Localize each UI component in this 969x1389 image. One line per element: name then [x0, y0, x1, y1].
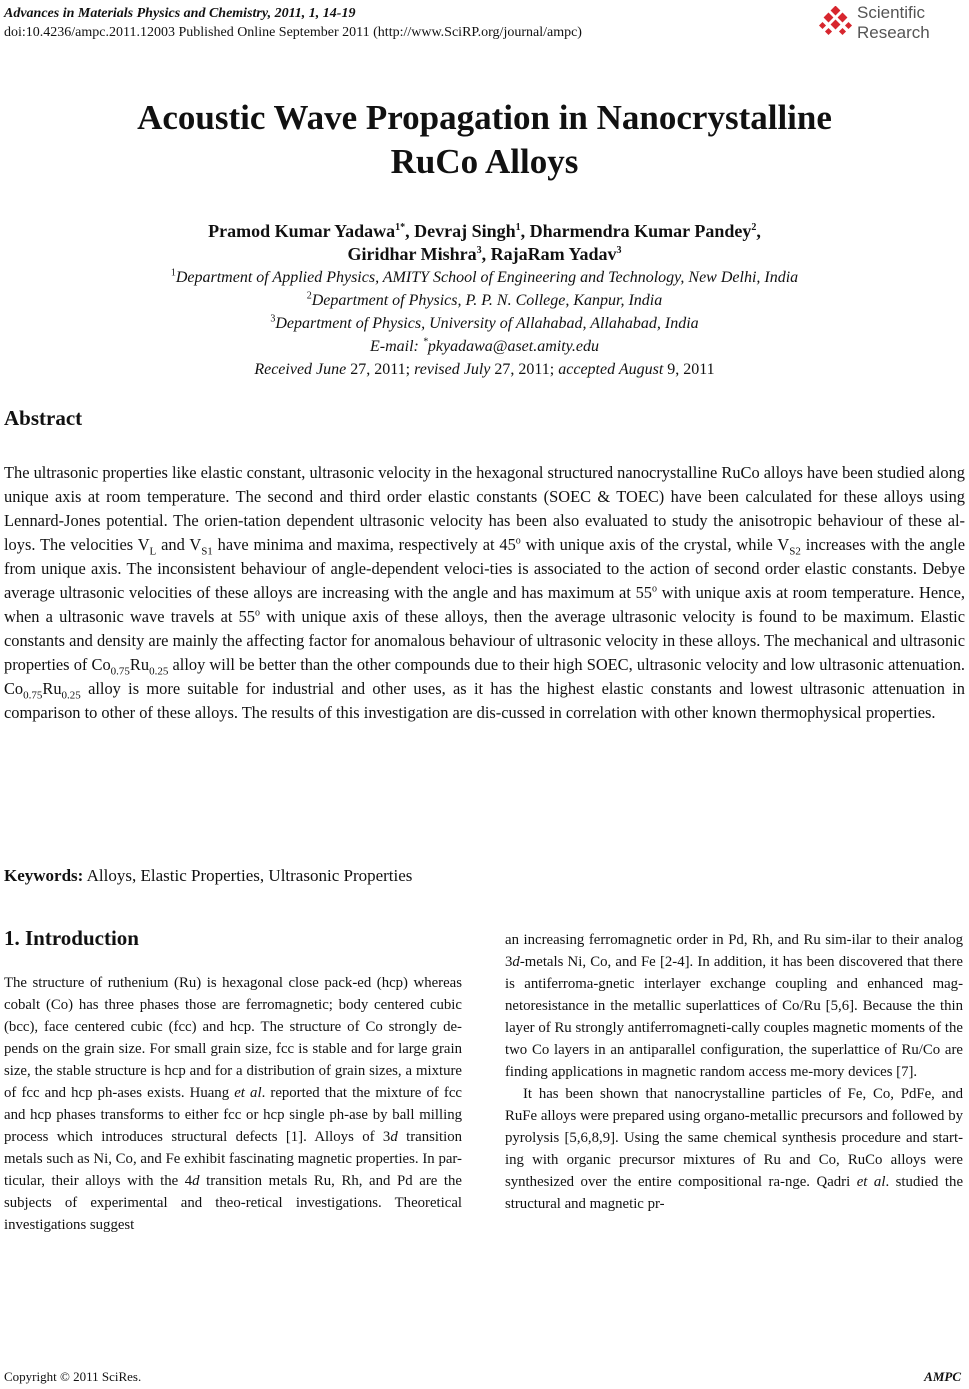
- aff3-text: Department of Physics, University of Allahabad, Allahabad, India: [275, 315, 699, 332]
- aff2-sup: 2: [306, 290, 312, 302]
- et-al-1: et al: [234, 1085, 262, 1101]
- intro-paragraph-1-cont: [505, 929, 963, 1083]
- author-5: , RajaRam Yadav: [481, 244, 617, 264]
- intro-text-2d: . studied the structural and magnetic pr-: [505, 1174, 964, 1212]
- sub-s2: S2: [789, 545, 801, 558]
- running-header: [4, 4, 582, 42]
- publisher-logo: [819, 2, 959, 44]
- sub-025-a: 0.25: [149, 665, 169, 678]
- logo-text-line1: Scientific: [857, 3, 926, 22]
- author-1: Pramod Kumar Yadawa: [208, 221, 396, 241]
- received-date: 27, 2011;: [346, 361, 415, 378]
- abstract-heading: Abstract: [4, 406, 83, 430]
- email-sup: *: [422, 336, 428, 348]
- abstract-text-2: and V: [156, 535, 202, 554]
- author-3: , Dharmendra Kumar Pandey: [520, 221, 752, 241]
- italic-d-3: d: [512, 954, 520, 970]
- ru-a: Ru: [129, 655, 150, 674]
- journal-citation: , 2011, 1, 14-19: [267, 6, 356, 21]
- intro-text-1b: . reported that the mixture of fcc and hcp phases transforms to either fcc or hcp single ph-ase by ball milling process which introduces structural defects [1]. Alloys of 3: [4, 1085, 462, 1145]
- logo-mark-icon: [819, 6, 853, 40]
- accepted-label: accepted August: [558, 361, 664, 378]
- intro-text-1c: transition metals such as Ni, Co, and Fe exhibit fascinating magnetic properties. In par-ticular, their alloys with the 4: [4, 1129, 462, 1189]
- degree-3: o: [255, 607, 260, 619]
- abstract-body: [4, 461, 965, 725]
- degree-2: o: [652, 583, 658, 595]
- author-1-sup: 1*: [395, 222, 406, 233]
- journal-name: Advances in Materials Physics and Chemistry: [4, 6, 268, 21]
- abstract-text-6: with unique axis at room temperature. Hence, when a ultrasonic wave travels at 55: [4, 583, 965, 626]
- abstract-text-5: increases with the angle from unique axis. The inconsistent behaviour of angle-dependent veloci-ties is associated to the action of second order elastic constants. Debye average ultrasonic velocities of these alloys are increasing with the angle and has maximum at 55: [4, 535, 965, 602]
- doi-line: doi:10.4236/ampc.2011.12003 Published Online September 2011 (http://www.SciRP.org/journal/ampc): [4, 25, 582, 40]
- degree-1: o: [515, 535, 521, 547]
- keywords-value: Alloys, Elastic Properties, Ultrasonic Properties: [83, 866, 413, 885]
- affiliation-3: [0, 312, 969, 335]
- italic-d-1: d: [390, 1129, 398, 1145]
- title-line2: RuCo Alloys: [390, 142, 579, 181]
- abstract-text-1: The ultrasonic properties like elastic constant, ultrasonic velocity in the hexagonal structured nanocrystalline RuCo alloys have been studied along unique axis at room temperature. The second and third order elastic constants (SOEC & TOEC) have been calculated for these alloys using Lennard-Jones potential. The orien-tation dependent ultrasonic velocity has been also evaluated to study the anisotropic behaviour of these al-loys. The velocities V: [4, 463, 965, 554]
- paper-title: [0, 96, 969, 184]
- column-left: [4, 972, 462, 1236]
- author-4: Giridhar Mishra: [347, 244, 477, 264]
- journal-abbr: AMPC: [924, 1369, 961, 1384]
- abstract-text-9: alloy is more suitable for industrial and other uses, as it has the highest elastic constants and lowest ultrasonic attenuation in comparison to other of these alloys. The results of this investigation are dis-cussed in correlation with other known thermophysical properties.: [4, 679, 965, 722]
- italic-d-2: d: [192, 1173, 200, 1189]
- dates-line: [0, 358, 969, 381]
- intro-text-1d: transition metals Ru, Rh, and Pd are the subjects of experimental and theo-retical investigations. Theoretical investigations suggest: [4, 1173, 462, 1233]
- ru-b: Ru: [42, 679, 62, 698]
- intro-paragraph-2: [505, 1083, 963, 1215]
- revised-date: 27, 2011;: [490, 361, 559, 378]
- email-label: E-mail:: [369, 338, 423, 355]
- abstract-text-4: with unique axis of the crystal, while V: [520, 535, 790, 554]
- aff1-text: Department of Applied Physics, AMITY School of Engineering and Technology, New Delhi, India: [175, 269, 799, 286]
- logo-text-line2: Research: [857, 23, 930, 42]
- abstract-text-3: have minima and maxima, respectively at 45: [212, 535, 516, 554]
- sub-025-b: 0.25: [61, 689, 81, 702]
- title-line1: Acoustic Wave Propagation in Nanocrystalline: [137, 98, 832, 137]
- keywords-label: Keywords:: [4, 866, 84, 885]
- author-3-sup: 2: [751, 222, 757, 233]
- author-5-sup: 3: [616, 245, 622, 256]
- accepted-date: 9, 2011: [663, 361, 715, 378]
- author-list: [0, 220, 969, 266]
- sub-075-a: 0.75: [110, 665, 130, 678]
- author-4-sup: 3: [476, 245, 482, 256]
- intro-text-2b: -metals Ni, Co, and Fe [2-4]. In addition, it has been discovered that there is antiferroma-gnetic interlayer exchange coupling and enhanced mag-netoresistance in the metallic superlattices of Co/Ru [5,6]. Because the thin layer of Ru strongly antiferromagneti-cally couples magnetic moments of the two Co layers in an antiparallel configuration, the superlattice of Ru/Co are finding applications in magnetic random access me-mory devices [7].: [505, 954, 963, 1080]
- section-heading-introduction: 1. Introduction: [4, 926, 139, 950]
- intro-paragraph-1: [4, 972, 462, 1236]
- intro-text-1a: The structure of ruthenium (Ru) is hexagonal close pack-ed (hcp) whereas cobalt (Co) has three phases those are ferromagnetic; body centered cubic (bcc), face centered cubic (fcc) and hcp. The structure of Co strongly de-pends on the grain size. For small grain size, fcc is stable and for large grain size, the stable structure is hcp and for a distribution of grain sizes, a mixture of fcc and hcp ph-ases exists. Huang: [4, 975, 462, 1101]
- aff1-sup: 1: [170, 267, 176, 279]
- column-right: [505, 929, 963, 1215]
- sub-s1: S1: [201, 545, 213, 558]
- affiliation-1: [0, 266, 969, 289]
- author-2-sup: 1: [515, 222, 521, 233]
- sub-l: L: [149, 545, 157, 558]
- aff3-sup: 3: [270, 313, 276, 325]
- abstract-text-7: with unique axis of these alloys, then the average ultrasonic velocity is found to be maximum. Elastic constants and density are mainly the affecting factor for anomalous behaviour of ultrasonic velocity in these alloys. The mechanical and ultrasonic properties of Co: [4, 607, 965, 674]
- intro-text-2a: an increasing ferromagnetic order in Pd, Rh, and Ru sim-ilar to their analog 3: [505, 932, 963, 970]
- revised-label: revised July: [414, 361, 491, 378]
- page-footer: [4, 1369, 961, 1385]
- received-label: Received June: [254, 361, 347, 378]
- et-al-2: et al: [856, 1174, 886, 1190]
- affiliation-2: [0, 289, 969, 312]
- copyright: Copyright © 2011 SciRes.: [4, 1369, 142, 1384]
- email-link[interactable]: pkyadawa@aset.amity.edu: [427, 338, 599, 355]
- author-3-tail: ,: [756, 221, 761, 241]
- keywords: [4, 866, 412, 886]
- affiliations: [0, 266, 969, 381]
- abstract-text-8: alloy will be better than the other compounds due to their high SOEC, ultrasonic velocity and low ultrasonic attenuation. Co: [4, 655, 965, 698]
- intro-text-2c: It has been shown that nanocrystalline particles of Fe, Co, PdFe, and RuFe alloys were prepared using organo-metallic precursors and followed by pyrolysis [5,6,8,9]. Using the same chemical synthesis procedure and start-ing with organic precursor mixtures of Ru and Co, RuCo alloys were synthesized over the entire compositional ra-nge. Qadri: [505, 1086, 963, 1190]
- author-2: , Devraj Singh: [405, 221, 516, 241]
- aff2-text: Department of Physics, P. P. N. College, Kanpur, India: [311, 292, 663, 309]
- sub-075-b: 0.75: [23, 689, 43, 702]
- email-line: [0, 335, 969, 358]
